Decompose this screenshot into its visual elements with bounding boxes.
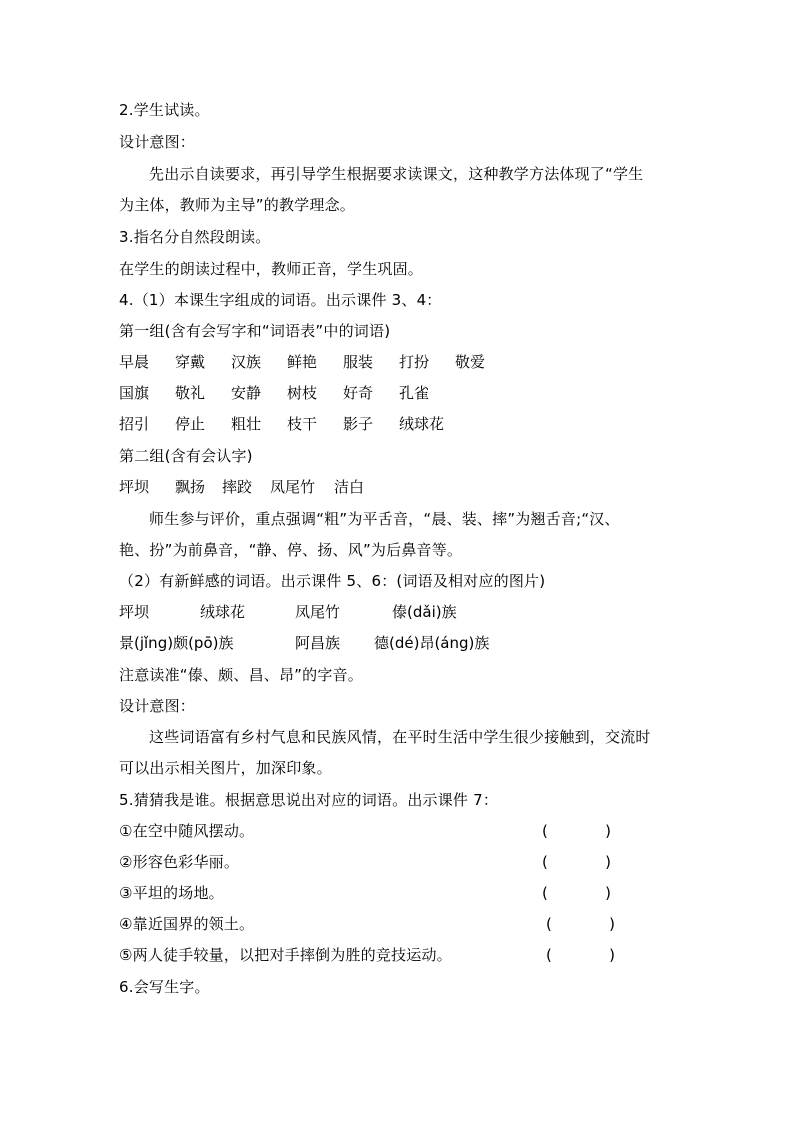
word: 凤尾竹 <box>270 478 316 496</box>
word: 绒球花 <box>399 415 445 433</box>
design-intent-paragraph-2-line-1: 这些词语富有乡村气息和民族风情，在平时生活中学生很少接触到，交流时 <box>149 728 651 746</box>
group-1-heading: 第一组(含有会写字和“词语表”中的词语) <box>119 322 391 340</box>
word: 早晨 <box>119 353 150 371</box>
step-3-text: 在学生的朗读过程中，教师正音，学生巩固。 <box>119 260 424 278</box>
word: 德(dé)昂(áng)族 <box>374 634 490 652</box>
word: 服装 <box>343 353 374 371</box>
evaluation-paragraph-line-2: 艳、扮”为前鼻音，“静、停、扬、风”为后鼻音等。 <box>119 541 463 559</box>
quiz-question: ⑤两人徒手较量，以把对手摔倒为胜的竞技运动。 <box>119 946 452 964</box>
word: 枝干 <box>287 415 318 433</box>
word: 飘扬 <box>175 478 206 496</box>
answer-blank: ( ) <box>546 915 615 933</box>
word: 绒球花 <box>200 603 246 621</box>
word: 阿昌族 <box>295 634 341 652</box>
evaluation-paragraph-line-1: 师生参与评价，重点强调“粗”为平舌音，“晨、装、摔”为翘舌音;“汉、 <box>149 510 620 528</box>
word: 好奇 <box>343 384 374 402</box>
word: 鲜艳 <box>287 353 318 371</box>
word: 树枝 <box>287 384 318 402</box>
word: 招引 <box>119 415 150 433</box>
word: 影子 <box>343 415 374 433</box>
quiz-question: ④靠近国界的领土。 <box>119 915 255 933</box>
step-5-heading: 5.猜猜我是谁。根据意思说出对应的词语。出示课件 7： <box>119 791 499 809</box>
design-intent-label-1: 设计意图： <box>119 133 196 151</box>
word: 打扮 <box>399 353 430 371</box>
word: 孔雀 <box>399 384 430 402</box>
word: 汉族 <box>231 353 262 371</box>
word: 穿戴 <box>175 353 206 371</box>
answer-blank: ( ) <box>546 946 615 964</box>
word: 傣(dǎi)族 <box>392 603 457 621</box>
word: 停止 <box>175 415 206 433</box>
group-2-heading: 第二组(含有会认字) <box>119 447 253 465</box>
step-4-2-heading: （2）有新鲜感的词语。出示课件 5、6：(词语及相对应的图片) <box>119 572 546 590</box>
word: 敬礼 <box>175 384 206 402</box>
design-intent-paragraph-1-line-1: 先出示自读要求，再引导学生根据要求读课文，这种教学方法体现了“学生 <box>149 165 644 183</box>
quiz-question: ③平坦的场地。 <box>119 884 224 902</box>
answer-blank: ( ) <box>542 884 611 902</box>
word: 国旗 <box>119 384 150 402</box>
pronunciation-note: 注意读准“傣、颇、昌、昂”的字音。 <box>119 666 363 684</box>
word: 洁白 <box>334 478 365 496</box>
step-6-heading: 6.会写生字。 <box>119 978 210 996</box>
word: 坪坝 <box>119 603 150 621</box>
step-4-heading: 4.（1）本课生字组成的词语。出示课件 3、4： <box>119 291 442 309</box>
quiz-question: ②形容色彩华丽。 <box>119 853 240 871</box>
quiz-question: ①在空中随风摆动。 <box>119 822 255 840</box>
word: 安静 <box>231 384 262 402</box>
step-2-heading: 2.学生试读。 <box>119 101 210 119</box>
design-intent-paragraph-2-line-2: 可以出示相关图片，加深印象。 <box>119 759 332 777</box>
word: 坪坝 <box>119 478 150 496</box>
answer-blank: ( ) <box>542 822 611 840</box>
word: 景(jǐng)颇(pō)族 <box>119 634 234 652</box>
design-intent-paragraph-1-line-2: 为主体，教师为主导”的教学理念。 <box>119 196 355 214</box>
word: 凤尾竹 <box>295 603 341 621</box>
step-3-heading: 3.指名分自然段朗读。 <box>119 228 271 246</box>
word: 粗壮 <box>231 415 262 433</box>
answer-blank: ( ) <box>542 853 611 871</box>
design-intent-label-2: 设计意图： <box>119 697 196 715</box>
word: 摔跤 <box>222 478 253 496</box>
word: 敬爱 <box>455 353 486 371</box>
